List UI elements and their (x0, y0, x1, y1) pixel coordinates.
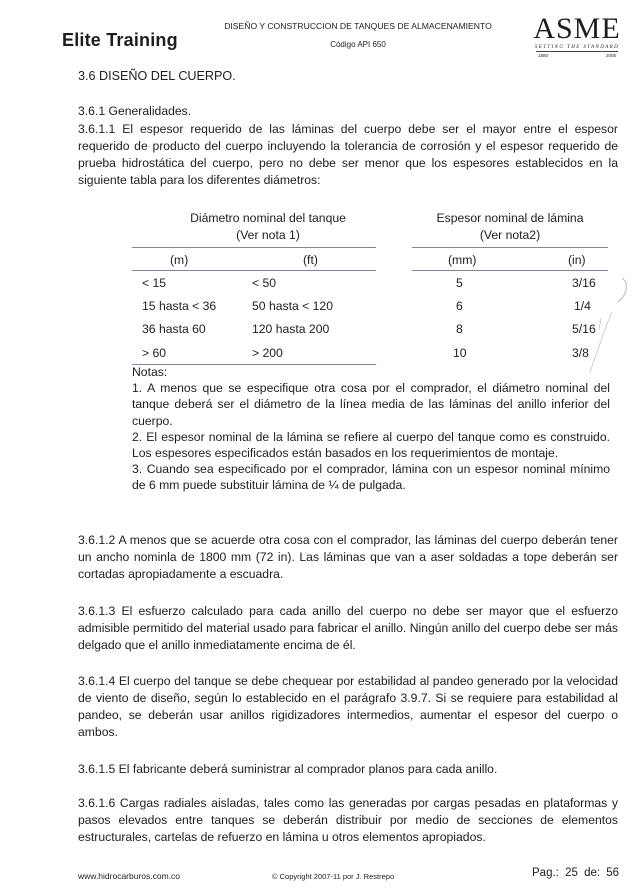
table-group-thickness-line2: (Ver nota2) (479, 228, 541, 242)
table-cell-in: 5/16 (572, 322, 596, 336)
notes-title: Notas: (132, 365, 168, 379)
logo-word: ASME (533, 12, 621, 45)
subsection-title: 3.6.1 Generalidades. (78, 104, 192, 118)
table-group-diameter-line1: Diámetro nominal del tanque (190, 211, 346, 225)
table-cell-ft: > 200 (252, 346, 283, 360)
table-group-diameter-line2: (Ver nota 1) (236, 228, 300, 242)
page-label: Pag.: (532, 867, 559, 879)
table-cell-ft: 50 hasta < 120 (252, 299, 333, 313)
paragraph-3-6-1-4: 3.6.1.4 El cuerpo del tanque se debe chequear por estabilidad al pandeo generado por la velocidad de viento de diseño, según lo establecido en el parágrafo 3.9.7. Si se requiere para estabilidad al pandeo, se deberán usar anillos rigidizadores intermedios, aumentar el espesor del cuerpo o ambos. (78, 674, 618, 739)
table-cell-m: > 60 (142, 346, 167, 360)
table-cell-mm: 5 (456, 276, 463, 290)
footer-website: www.hidrocarburos.com.co (78, 871, 181, 881)
table-unit-m: (m) (170, 253, 189, 267)
paragraph-3-6-1-3: 3.6.1.3 El esfuerzo calculado para cada anillo del cuerpo no debe ser mayor que el esfuerzo admisible permitido del material usado para fabricar el anillo. Ningún anillo del cuerpo debe ser más delgado que el anillo inmediatamente encima de él. (78, 604, 618, 652)
paragraph-3-6-1-6: 3.6.1.6 Cargas radiales aisladas, tales como las generadas por cargas pesadas en plataformas y pasos elevados entre tanques se deberán distribuir por medio de secciones de elementos estructurales, cartelas de refuerzo en lámina u otros elementos apropiados. (78, 796, 618, 844)
table-cell-m: 15 hasta < 36 (142, 299, 217, 313)
paragraph-3-6-1-5: 3.6.1.5 El fabricante deberá suministrar al comprador planos para cada anillo. (78, 762, 498, 776)
brand-name: Elite Training (62, 30, 178, 50)
table-cell-mm: 10 (453, 346, 467, 360)
logo-tagline: SETTING THE STANDARD (534, 45, 620, 50)
note-1: 1. A menos que se especifique otra cosa por el comprador, el diámetro nominal del tanque deberá ser el diámetro de la línea media de las láminas del anillo inferior del cuerpo. (132, 381, 610, 428)
paragraph-3-6-1-2: 3.6.1.2 A menos que se acuerde otra cosa con el comprador, las láminas del cuerpo deberán tener un ancho nominla de 1800 mm (72 in). Las láminas que van a aser soldadas a tope deberán ser cortadas apropiadamente a escuadra. (78, 533, 618, 581)
note-3: 3. Cuando sea especificado por el comprador, lámina con un espesor nominal mínimo de 6 mm puede substituir lámina de ¼ de pulgada. (132, 462, 610, 493)
page-number (532, 867, 619, 879)
footer-copyright: © Copyright 2007-11 por J. Restrepo (272, 872, 395, 881)
table-cell-mm: 8 (456, 322, 463, 336)
table-cell-in: 1/4 (574, 299, 591, 313)
table-cell-ft: 120 hasta 200 (252, 322, 330, 336)
document-title: DISEÑO Y CONSTRUCCION DE TANQUES DE ALMACENAMIENTO (224, 21, 492, 31)
table-unit-ft: (ft) (303, 253, 318, 267)
table-cell-m: < 15 (142, 276, 167, 290)
table-unit-mm: (mm) (448, 253, 477, 267)
page-current: 25 (565, 867, 578, 879)
logo-year-right: 2005 (605, 53, 616, 58)
paragraph-3-6-1-1: 3.6.1.1 El espesor requerido de las láminas del cuerpo debe ser el mayor entre el espesor requerido de producto del cuerpo incluyendo la tolerancia de corrosión y el espesor requerido de prueba hidrostática del cuerpo, pero no debe ser menor que los espesores establecidos en la siguiente tabla para los diferentes diámetros: (78, 122, 618, 187)
table-cell-ft: < 50 (252, 276, 277, 290)
note-2: 2. El espesor nominal de la lámina se refiere al cuerpo del tanque como es construido. Los espesores especificados están basados en los requerimientos de montaje. (132, 429, 610, 461)
table-cell-in: 3/8 (572, 346, 589, 360)
table-group-thickness-line1: Espesor nominal de lámina (436, 211, 584, 225)
table-cell-mm: 6 (456, 299, 463, 313)
logo-year-left: 1880 (538, 53, 549, 58)
section-title: 3.6 DISEÑO DEL CUERPO. (78, 69, 236, 83)
table-cell-in: 3/16 (572, 276, 596, 290)
table-unit-in: (in) (568, 253, 586, 267)
document-code: Código API 650 (330, 40, 386, 49)
page-separator: de: (584, 867, 601, 879)
table-cell-m: 36 hasta 60 (142, 322, 206, 336)
page-total: 56 (606, 867, 620, 879)
